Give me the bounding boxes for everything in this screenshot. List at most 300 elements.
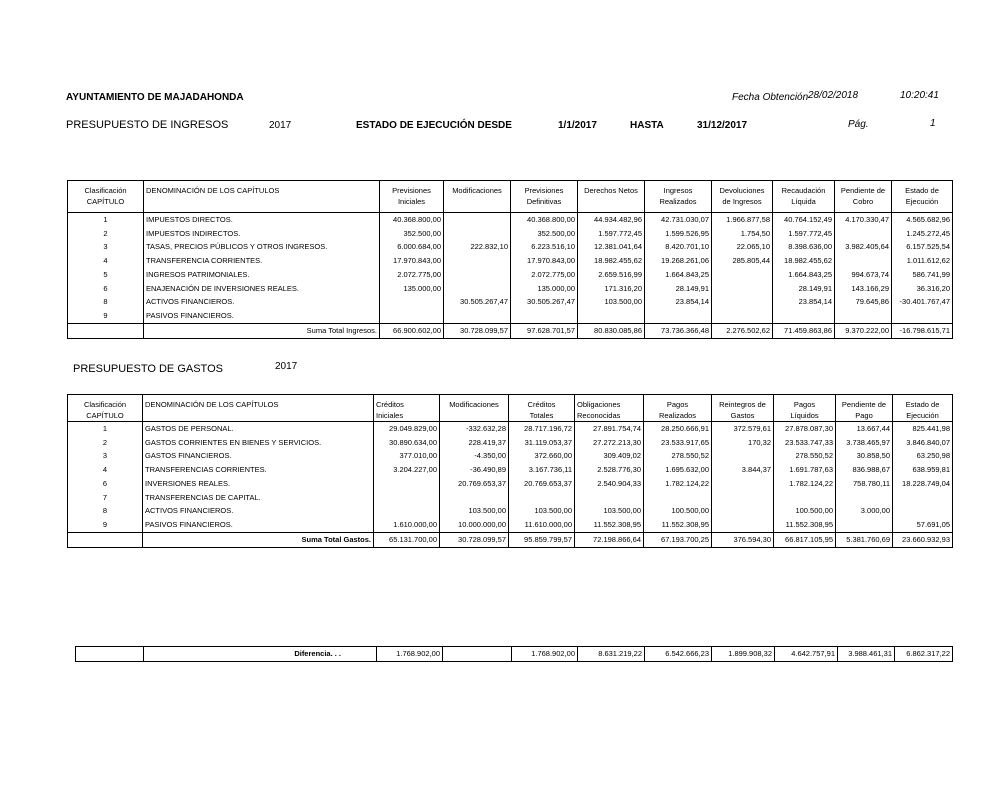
col-header-line1: Modificaciones [452, 186, 502, 195]
total-value-cell: 30.728.099,57 [440, 532, 509, 547]
total-spacer [76, 647, 144, 662]
value-cell: 2.540.904,33 [575, 477, 644, 491]
value-cell: 278.550,52 [774, 449, 836, 463]
value-cell: 758.780,11 [836, 477, 893, 491]
value-cell [644, 491, 712, 505]
denominacion-cell: INVERSIONES REALES. [143, 477, 374, 491]
value-cell [380, 295, 444, 309]
total-value-cell: 9.370.222,00 [835, 323, 892, 338]
table-row [68, 309, 953, 323]
value-cell [835, 309, 892, 323]
value-cell: 586.741,99 [892, 268, 953, 282]
col-header [774, 395, 836, 422]
value-cell: 100.500,00 [644, 504, 712, 518]
value-cell: 4.170.330,47 [835, 213, 892, 227]
col-header [835, 181, 892, 213]
value-cell: 1.966.877,58 [712, 213, 773, 227]
total-value-cell: 73.736.366,48 [645, 323, 712, 338]
col-header-line1: Previsiones [524, 186, 564, 195]
capitulo-cell: 4 [103, 256, 108, 266]
value-cell [773, 309, 835, 323]
value-cell: 1.245.272,45 [892, 227, 953, 241]
value-cell [440, 491, 509, 505]
value-cell: 23.533.747,33 [774, 436, 836, 450]
value-cell: 12.381.041,64 [578, 240, 645, 254]
col-header [712, 181, 773, 213]
total-row [68, 323, 953, 338]
value-cell [444, 227, 511, 241]
col-header-line2: Ejecución [905, 197, 939, 206]
value-cell: 278.550,52 [644, 449, 712, 463]
ingresos-body [68, 213, 953, 339]
value-cell [509, 491, 575, 505]
diferencia-table [75, 646, 953, 662]
gastos-header-row [68, 395, 953, 422]
value-cell: 27.891.754,74 [575, 422, 644, 436]
value-cell: 40.368.800,00 [511, 213, 578, 227]
col-header-line1: Pagos [666, 400, 689, 409]
value-cell [836, 518, 893, 532]
value-cell: 11.552.308,95 [774, 518, 836, 532]
clasificacion-header [68, 395, 143, 422]
value-cell: 103.500,00 [578, 295, 645, 309]
value-cell [712, 518, 774, 532]
table-row [68, 240, 953, 254]
total-value-cell: 5.381.760,69 [836, 532, 893, 547]
capitulo-cell: 8 [102, 506, 108, 516]
total-value-cell: 67.193.700,25 [644, 532, 712, 547]
value-cell: 1.011.612,62 [892, 254, 953, 268]
value-cell: 28.149,91 [645, 282, 712, 296]
value-cell: 30.858,50 [836, 449, 893, 463]
total-value-cell: 71.459.863,86 [773, 323, 835, 338]
col-header-line1: Recaudación [781, 186, 826, 195]
value-cell: 40.764.152,49 [773, 213, 835, 227]
col-header-line1: Estado de [905, 400, 940, 409]
total-value-cell: 4.642.757,91 [775, 647, 838, 662]
value-cell: 2.072.775,00 [380, 268, 444, 282]
col-header [440, 395, 509, 422]
total-value-cell: -16.798.615,71 [892, 323, 953, 338]
value-cell: 1.664.843,25 [645, 268, 712, 282]
table-row [68, 282, 953, 296]
gastos-body [68, 422, 953, 548]
value-cell: 171.316,20 [578, 282, 645, 296]
capitulo-cell: 4 [102, 465, 108, 475]
value-cell: 170,32 [712, 436, 774, 450]
value-cell: 6.000.684,00 [380, 240, 444, 254]
table-row [68, 227, 953, 241]
total-value-cell: 23.660.932,93 [893, 532, 953, 547]
value-cell: 143.166,29 [835, 282, 892, 296]
value-cell [893, 491, 953, 505]
capitulo-cell: 8 [103, 297, 108, 307]
page-number: 1 [930, 118, 936, 129]
denominacion-label: DENOMINACIÓN DE LOS CAPÍTULOS [145, 400, 279, 409]
value-cell [712, 309, 773, 323]
col-header [575, 395, 644, 422]
value-cell [712, 282, 773, 296]
value-cell: 20.769.653,37 [440, 477, 509, 491]
total-value-cell: 66.817.105,95 [774, 532, 836, 547]
col-header [374, 395, 440, 422]
value-cell [835, 254, 892, 268]
col-header-line1: Ingresos [663, 186, 693, 195]
value-cell: 3.167.736,11 [509, 463, 575, 477]
total-value-cell [443, 647, 512, 662]
value-cell: 79.645,86 [835, 295, 892, 309]
diferencia-body [76, 647, 953, 662]
value-cell [712, 504, 774, 518]
value-cell: 17.970.843,00 [380, 254, 444, 268]
col-header [644, 395, 712, 422]
col-header-line2: Pago [855, 411, 873, 420]
capitulo-cell: 2 [102, 437, 108, 447]
col-header-line1: Derechos Netos [584, 186, 638, 195]
col-header [511, 181, 578, 213]
denominacion-cell: PASIVOS FINANCIEROS. [144, 309, 380, 323]
value-cell: 20.769.653,37 [509, 477, 575, 491]
value-cell: 3.846.840,07 [893, 436, 953, 450]
table-row [68, 463, 953, 477]
value-cell: 11.610.000,00 [509, 518, 575, 532]
value-cell [774, 491, 836, 505]
table-row [68, 254, 953, 268]
capitulo-label: CAPÍTULO [86, 411, 124, 420]
value-cell: 135.000,00 [380, 282, 444, 296]
col-header [380, 181, 444, 213]
denominacion-cell: INGRESOS PATRIMONIALES. [144, 268, 380, 282]
clasificacion-header [68, 181, 144, 213]
total-value-cell: 3.988.461,31 [838, 647, 895, 662]
value-cell: 40.368.800,00 [380, 213, 444, 227]
value-cell: 18.228.749,04 [893, 477, 953, 491]
value-cell: 57.691,05 [893, 518, 953, 532]
value-cell [712, 449, 774, 463]
capitulo-cell: 9 [103, 310, 108, 320]
hasta-label: HASTA [630, 120, 664, 131]
hasta-date: 31/12/2017 [697, 120, 748, 131]
value-cell: 1.610.000,00 [374, 518, 440, 532]
capitulo-cell: 1 [68, 213, 144, 227]
value-cell: 2.659.516,99 [578, 268, 645, 282]
value-cell: 228.419,37 [440, 436, 509, 450]
total-value-cell: 66.900.602,00 [380, 323, 444, 338]
value-cell: 1.782.124,22 [644, 477, 712, 491]
value-cell: 1.695.632,00 [644, 463, 712, 477]
col-header [712, 395, 774, 422]
col-header-line2: Iniciales [397, 197, 426, 206]
total-value-cell: 1.768.902,00 [512, 647, 578, 662]
value-cell [712, 268, 773, 282]
value-cell: -36.490,89 [440, 463, 509, 477]
table-row [68, 436, 953, 450]
value-cell [893, 504, 953, 518]
col-header [773, 181, 835, 213]
value-cell [575, 491, 644, 505]
denominacion-cell: TRANSFERENCIAS DE CAPITAL. [143, 491, 374, 505]
value-cell: 42.731.030,07 [645, 213, 712, 227]
denominacion-cell: IMPUESTOS DIRECTOS. [144, 213, 380, 227]
col-header-line1: Estado de [905, 186, 939, 195]
total-value-cell: 6.542.666,23 [645, 647, 712, 662]
denominacion-cell: ENAJENACIÓN DE INVERSIONES REALES. [144, 282, 380, 296]
value-cell: -4.350,00 [440, 449, 509, 463]
table-row [68, 268, 953, 282]
table-row [68, 449, 953, 463]
total-value-cell: 65.131.700,00 [374, 532, 440, 547]
value-cell: 18.982.455,62 [578, 254, 645, 268]
value-cell [511, 309, 578, 323]
value-cell: 22.065,10 [712, 240, 773, 254]
table-row [68, 422, 953, 436]
clasificacion-label: Clasificación [83, 400, 127, 409]
value-cell: -332.632,28 [440, 422, 509, 436]
value-cell: 377.010,00 [374, 449, 440, 463]
value-cell: 36.316,20 [892, 282, 953, 296]
denominacion-cell: TRANSFERENCIA CORRIENTES. [144, 254, 380, 268]
col-header-line2: de Ingresos [722, 197, 762, 206]
col-header-line2: Cobro [852, 197, 874, 206]
value-cell: 1.597.772,45 [578, 227, 645, 241]
value-cell: 10.000.000,00 [440, 518, 509, 532]
col-header-line2: Definitivas [526, 197, 562, 206]
denominacion-header [144, 181, 380, 213]
value-cell: 100.500,00 [774, 504, 836, 518]
denominacion-cell: GASTOS DE PERSONAL. [143, 422, 374, 436]
table-row [68, 504, 953, 518]
value-cell: 63.250,98 [893, 449, 953, 463]
total-value-cell: 1.899.908,32 [712, 647, 775, 662]
value-cell: 103.500,00 [509, 504, 575, 518]
value-cell: 2.072.775,00 [511, 268, 578, 282]
col-header [578, 181, 645, 213]
col-header-line2: Líquida [791, 197, 816, 206]
estado-label: ESTADO DE EJECUCIÓN DESDE [356, 120, 512, 131]
denominacion-header [143, 395, 374, 422]
organization-name: AYUNTAMIENTO DE MAJADAHONDA [66, 92, 244, 103]
col-header-line2: Ejecución [906, 411, 939, 420]
value-cell [645, 309, 712, 323]
value-cell: 28.717.196,72 [509, 422, 575, 436]
value-cell: 27.272.213,30 [575, 436, 644, 450]
value-cell: 309.409,02 [575, 449, 644, 463]
ingresos-header-row [68, 181, 953, 213]
value-cell: 4.565.682,96 [892, 213, 953, 227]
value-cell [374, 491, 440, 505]
value-cell: 3.204.227,00 [374, 463, 440, 477]
value-cell: 17.970.843,00 [511, 254, 578, 268]
capitulo-cell: 1 [68, 422, 143, 436]
capitulo-cell: 6 [103, 283, 108, 293]
table-row [68, 295, 953, 309]
value-cell [444, 309, 511, 323]
value-cell: 352.500,00 [511, 227, 578, 241]
value-cell: 29.049.829,00 [374, 422, 440, 436]
value-cell: 285.805,44 [712, 254, 773, 268]
col-header-line1: Modificaciones [449, 400, 499, 409]
denominacion-label: DENOMINACIÓN DE LOS CAPÍTULOS [146, 186, 280, 195]
presupuesto-gastos-title: PRESUPUESTO DE GASTOS [73, 363, 223, 375]
value-cell [836, 491, 893, 505]
value-cell: 44.934.482,96 [578, 213, 645, 227]
time-value: 10:20:41 [900, 90, 939, 101]
total-value-cell: 2.276.502,62 [712, 323, 773, 338]
value-cell [444, 213, 511, 227]
denominacion-cell: GASTOS FINANCIEROS. [143, 449, 374, 463]
col-header [892, 181, 953, 213]
value-cell: 372.579,61 [712, 422, 774, 436]
capitulo-cell: 3 [102, 451, 108, 461]
value-cell: 28.250.666,91 [644, 422, 712, 436]
capitulo-cell: 2 [103, 228, 108, 238]
value-cell: 1.599.526,95 [645, 227, 712, 241]
value-cell: 8.398.636,00 [773, 240, 835, 254]
col-header [444, 181, 511, 213]
value-cell: 6.223.516,10 [511, 240, 578, 254]
col-header-line2: Iniciales [376, 411, 404, 420]
denominacion-cell: PASIVOS FINANCIEROS. [143, 518, 374, 532]
value-cell: 1.597.772,45 [773, 227, 835, 241]
value-cell: 352.500,00 [380, 227, 444, 241]
value-cell: 372.660,00 [509, 449, 575, 463]
value-cell [578, 309, 645, 323]
value-cell [444, 282, 511, 296]
gastos-year: 2017 [275, 361, 298, 372]
total-value-cell: 80.830.085,86 [578, 323, 645, 338]
value-cell: 135.000,00 [511, 282, 578, 296]
capitulo-cell: 5 [103, 269, 108, 279]
capitulo-label: CAPÍTULO [86, 197, 125, 206]
value-cell: 3.844,37 [712, 463, 774, 477]
value-cell: 11.552.308,95 [644, 518, 712, 532]
value-cell: 3.982.405,64 [835, 240, 892, 254]
total-spacer [68, 323, 144, 338]
total-value-cell: 72.198.866,64 [575, 532, 644, 547]
value-cell: 3.000,00 [836, 504, 893, 518]
col-header-line2: Gastos [730, 411, 755, 420]
value-cell: 3.738.465,97 [836, 436, 893, 450]
value-cell: 836.988,67 [836, 463, 893, 477]
table-row [68, 518, 953, 532]
col-header [509, 395, 575, 422]
value-cell: 28.149,91 [773, 282, 835, 296]
gastos-table [67, 394, 953, 548]
clasificacion-label: Clasificación [84, 186, 127, 195]
value-cell: 30.505.267,47 [511, 295, 578, 309]
year: 2017 [269, 120, 292, 131]
value-cell: 13.667,44 [836, 422, 893, 436]
col-header-line2: Líquidos [790, 411, 819, 420]
value-cell: 11.552.308,95 [575, 518, 644, 532]
total-row [68, 532, 953, 547]
total-value-cell: 8.631.219,22 [578, 647, 645, 662]
value-cell: 103.500,00 [575, 504, 644, 518]
col-header-line1: Devoluciones [719, 186, 765, 195]
fecha-value: 28/02/2018 [808, 90, 859, 101]
value-cell: 6.157.525,54 [892, 240, 953, 254]
table-row [68, 213, 953, 227]
value-cell [374, 477, 440, 491]
presupuesto-ingresos-title: PRESUPUESTO DE INGRESOS [66, 119, 229, 131]
value-cell: 30.890.634,00 [374, 436, 440, 450]
col-header-line2: Realizados [659, 197, 697, 206]
value-cell: 23.854,14 [773, 295, 835, 309]
denominacion-cell: ACTIVOS FINANCIEROS. [143, 504, 374, 518]
value-cell [835, 227, 892, 241]
value-cell [712, 491, 774, 505]
col-header [836, 395, 893, 422]
col-header-line2: Realizados [658, 411, 697, 420]
page-label: Pág. [848, 119, 869, 130]
desde-date: 1/1/2017 [558, 120, 597, 131]
value-cell: 222.832,10 [444, 240, 511, 254]
value-cell: 27.878.087,30 [774, 422, 836, 436]
value-cell: 30.505.267,47 [444, 295, 511, 309]
denominacion-cell: TASAS, PRECIOS PÚBLICOS Y OTROS INGRESOS. [144, 240, 380, 254]
ingresos-table [67, 180, 953, 339]
value-cell: 31.119.053,37 [509, 436, 575, 450]
col-header-line2: Totales [529, 411, 554, 420]
total-value-cell: 97.628.701,57 [511, 323, 578, 338]
col-header-line1: Reintegros de [719, 400, 766, 409]
col-header-line1: Previsiones [392, 186, 431, 195]
total-spacer [68, 532, 143, 547]
capitulo-cell: 9 [102, 519, 108, 529]
value-cell [444, 268, 511, 282]
col-header-line1: Créditos [376, 400, 404, 409]
value-cell [712, 477, 774, 491]
col-header-line2: Reconocidas [577, 411, 621, 420]
value-cell: 8.420.701,10 [645, 240, 712, 254]
value-cell [380, 309, 444, 323]
value-cell: 994.673,74 [835, 268, 892, 282]
table-row [68, 477, 953, 491]
value-cell: 1.691.787,63 [774, 463, 836, 477]
value-cell: 825.441,98 [893, 422, 953, 436]
total-value-cell: 6.862.317,22 [895, 647, 953, 662]
col-header [893, 395, 953, 422]
total-label: Suma Total Gastos. [143, 532, 374, 547]
value-cell [712, 295, 773, 309]
value-cell: 23.533.917,65 [644, 436, 712, 450]
value-cell: 19.268.261,06 [645, 254, 712, 268]
value-cell: 23.854,14 [645, 295, 712, 309]
table-row [68, 491, 953, 505]
capitulo-cell: 7 [102, 492, 108, 502]
value-cell: -30.401.767,47 [892, 295, 953, 309]
value-cell: 1.664.843,25 [773, 268, 835, 282]
value-cell: 1.754,50 [712, 227, 773, 241]
col-header-line1: Obligaciones [577, 400, 621, 409]
total-row [76, 647, 953, 662]
fecha-label: Fecha Obtención [732, 92, 809, 103]
total-label: Suma Total Ingresos. [144, 323, 380, 338]
value-cell: 2.528.776,30 [575, 463, 644, 477]
denominacion-cell: GASTOS CORRIENTES EN BIENES Y SERVICIOS. [143, 436, 374, 450]
col-header-line1: Pendiente de [840, 186, 886, 195]
capitulo-cell: 3 [103, 242, 108, 252]
total-value-cell: 30.728.099,57 [444, 323, 511, 338]
col-header-line1: Créditos [527, 400, 556, 409]
total-value-cell: 376.594,30 [712, 532, 774, 547]
value-cell: 1.782.124,22 [774, 477, 836, 491]
value-cell: 103.500,00 [440, 504, 509, 518]
total-value-cell: 1.768.902,00 [377, 647, 443, 662]
denominacion-cell: ACTIVOS FINANCIEROS. [144, 295, 380, 309]
total-value-cell: 95.859.799,57 [509, 532, 575, 547]
denominacion-cell: IMPUESTOS INDIRECTOS. [144, 227, 380, 241]
